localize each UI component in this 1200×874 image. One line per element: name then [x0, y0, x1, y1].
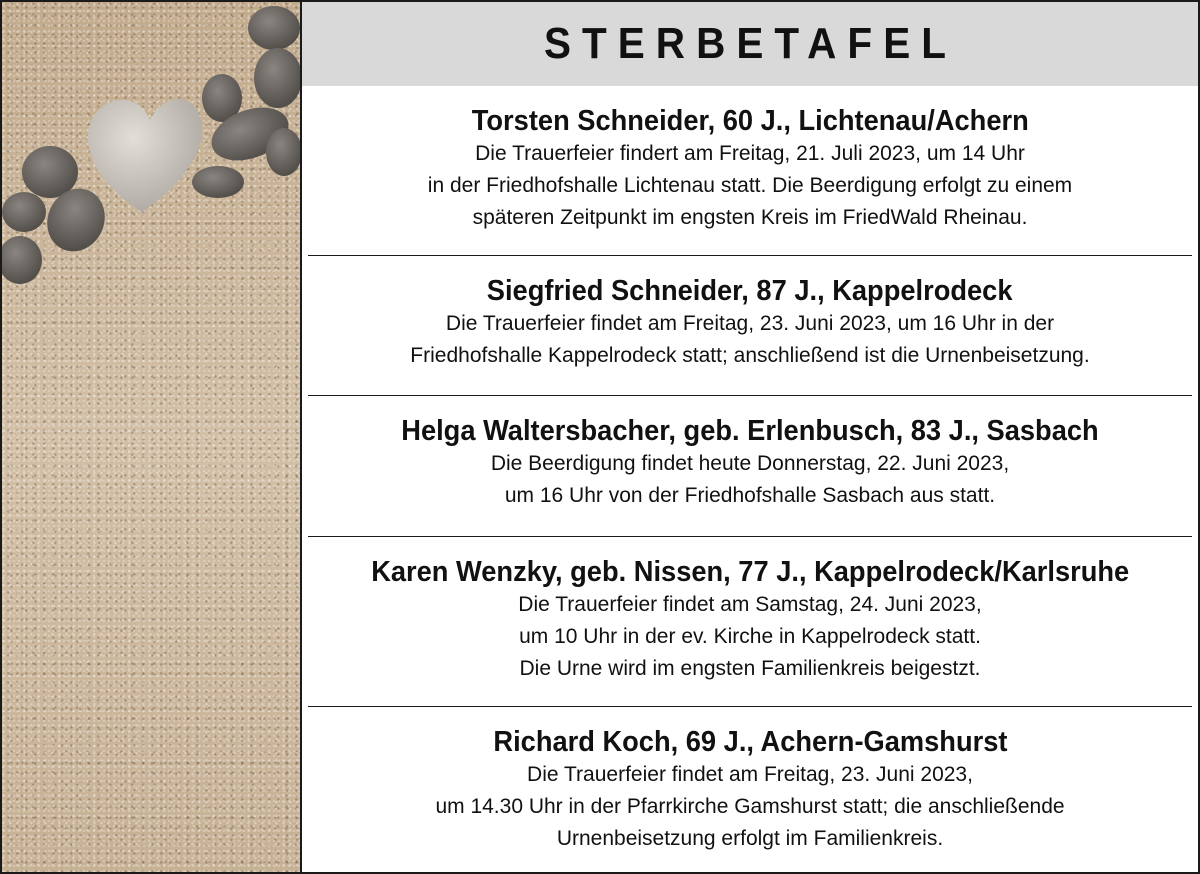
obituary-entry [308, 86, 1192, 256]
stones-illustration [2, 2, 300, 322]
entry-text-line: um 10 Uhr in der ev. Kirche in Kappelrodeck statt. [519, 625, 981, 648]
entry-name: Siegfried Schneider, 87 J., Kappelrodeck [487, 275, 1013, 307]
entry-name: Helga Waltersbacher, geb. Erlenbusch, 83 J., Sasbach [401, 415, 1099, 447]
obituary-entry [308, 537, 1192, 707]
entry-text-line: späteren Zeitpunkt im engsten Kreis im FriedWald Rheinau. [472, 206, 1028, 229]
entry-text-line: Die Trauerfeier findet am Freitag, 23. Juni 2023, [527, 763, 973, 786]
obituary-entry [308, 707, 1192, 871]
entry-text-line: Die Beerdigung findet heute Donnerstag, 22. Juni 2023, [490, 452, 1010, 475]
stone [248, 6, 300, 50]
stone [22, 146, 78, 198]
entry-text-line: in der Friedhofshalle Lichtenau statt. Die Beerdigung erfolgt zu einem [427, 174, 1073, 197]
obituary-entry [308, 256, 1192, 396]
entry-text-line: Friedhofshalle Kappelrodeck statt; anschließend ist die Urnenbeisetzung. [410, 344, 1090, 367]
entry-text-line: Die Trauerfeier findet am Freitag, 23. Juni 2023, um 16 Uhr in der [445, 312, 1055, 335]
entry-text-line: Die Urne wird im engsten Familienkreis beigestzt. [519, 657, 981, 680]
entry-text-line: Urnenbeisetzung erfolgt im Familienkreis. [556, 827, 944, 850]
entry-text-line: Die Trauerfeier findert am Freitag, 21. Juli 2023, um 14 Uhr [475, 142, 1025, 165]
page-title: STERBETAFEL [543, 19, 957, 68]
entry-name: Torsten Schneider, 60 J., Lichtenau/Achern [471, 105, 1029, 137]
stone [2, 236, 42, 284]
entry-text-line: Die Trauerfeier findet am Samstag, 24. Juni 2023, [518, 593, 982, 616]
obituary-entry [308, 396, 1192, 537]
entry-name: Karen Wenzky, geb. Nissen, 77 J., Kappelrodeck/Karlsruhe [370, 556, 1130, 588]
sand-stones-image [2, 2, 302, 872]
header-bar [302, 2, 1198, 86]
stone [192, 166, 244, 198]
heart-stone-icon [88, 99, 202, 212]
obituary-list [302, 2, 1198, 872]
stone [2, 192, 46, 232]
entry-text-line: um 16 Uhr von der Friedhofshalle Sasbach aus statt. [504, 484, 996, 507]
entry-name: Richard Koch, 69 J., Achern-Gamshurst [492, 726, 1008, 758]
stone [254, 48, 300, 108]
entry-text-line: um 14.30 Uhr in der Pfarrkirche Gamshurst statt; die anschließende [435, 795, 1065, 818]
